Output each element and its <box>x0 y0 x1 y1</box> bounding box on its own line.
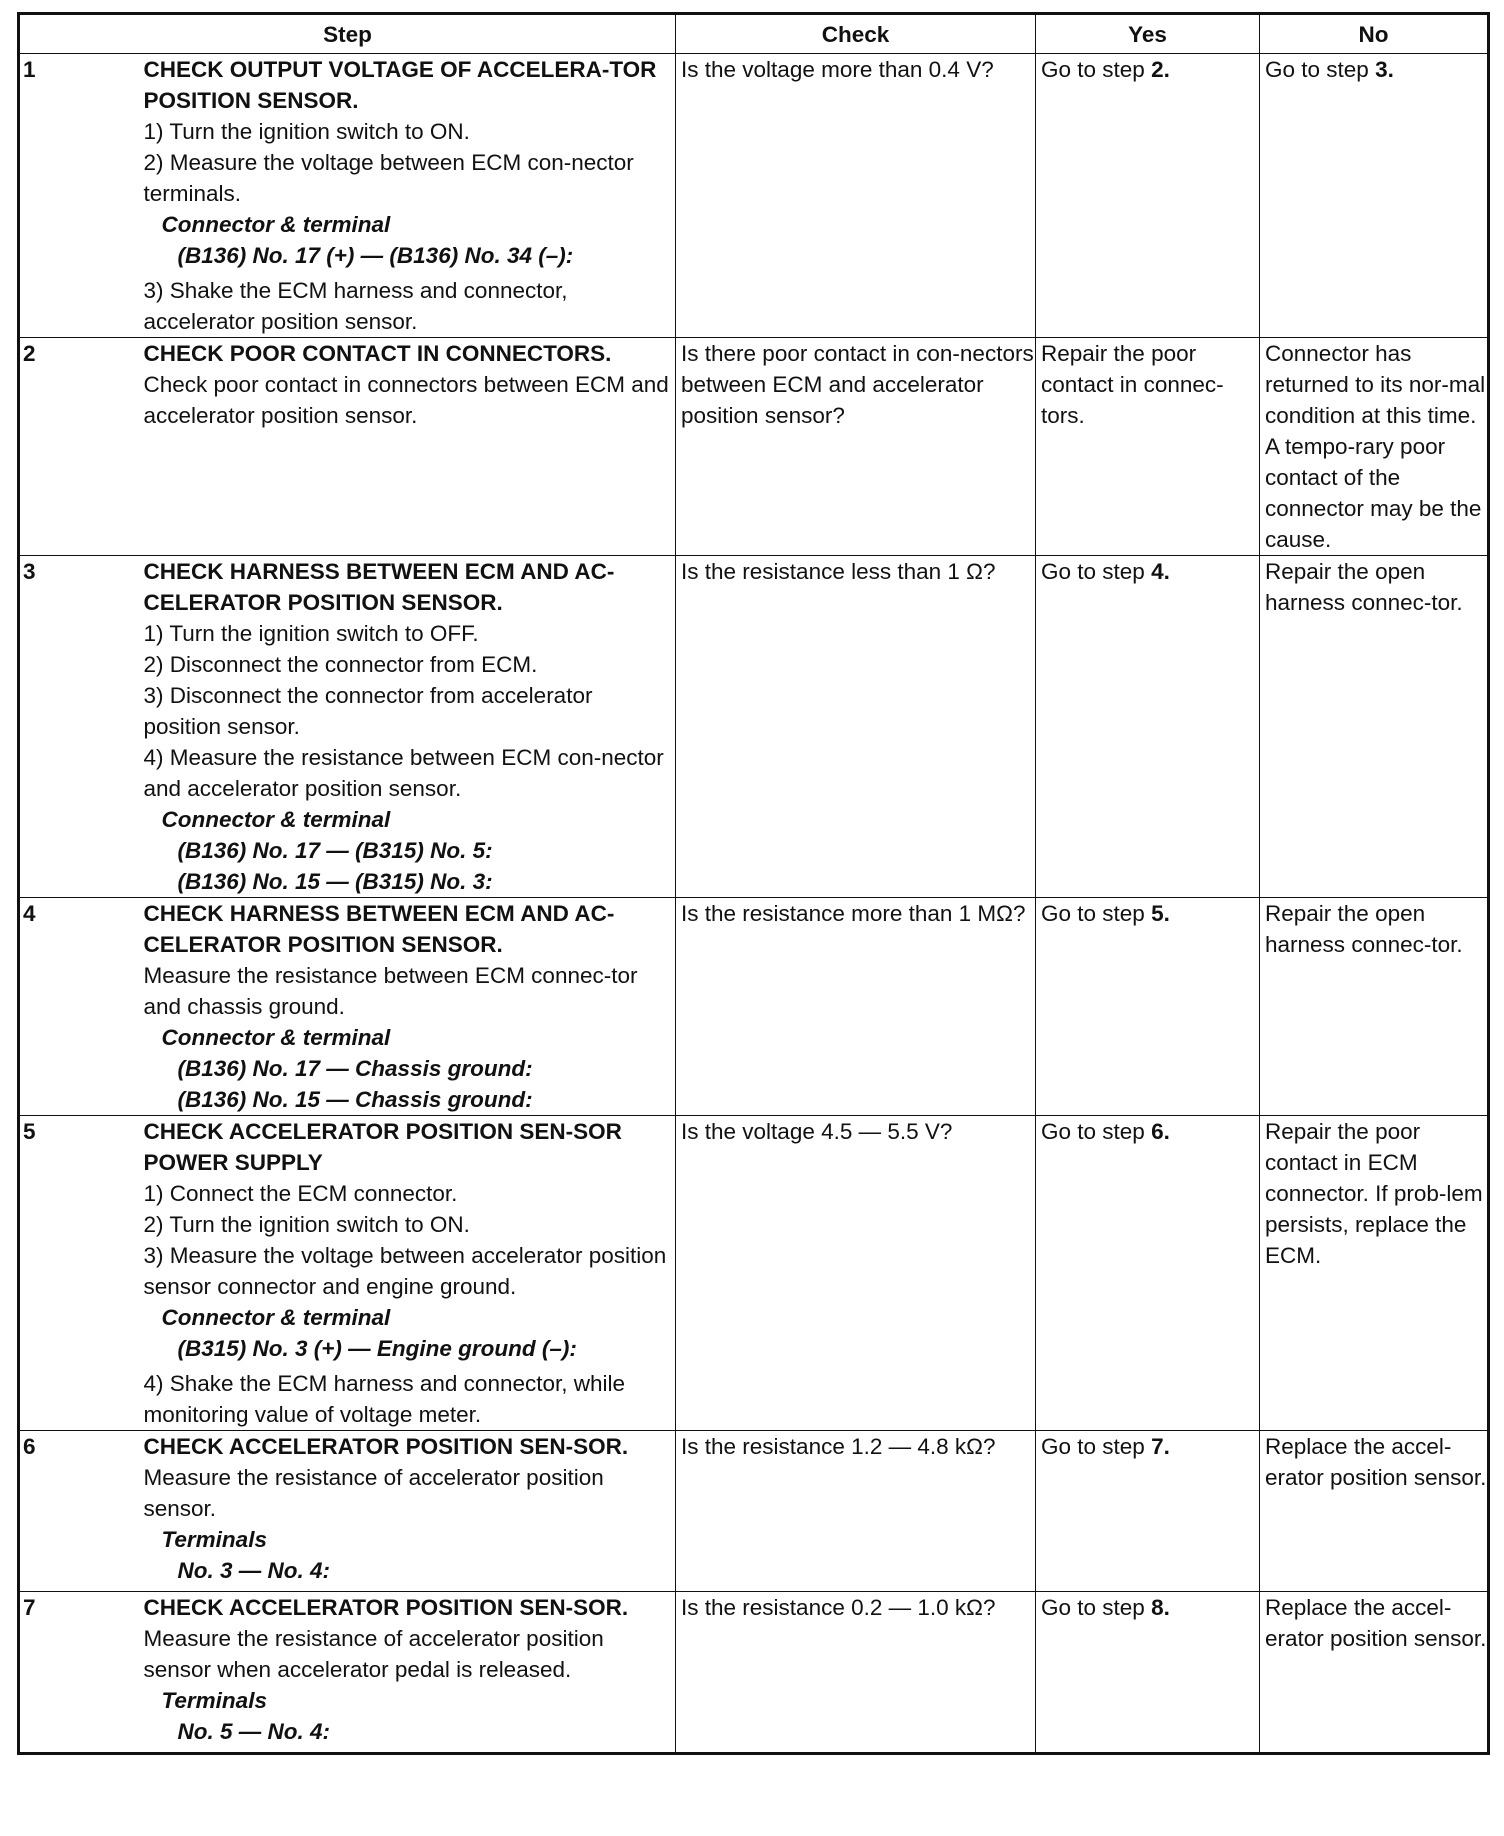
step-number: 7 <box>19 1592 141 1754</box>
table-row <box>19 1431 1489 1592</box>
step-instruction: 3) Shake the ECM harness and connector, accelerator position sensor. <box>143 278 568 334</box>
yes-action-text: Repair the poor contact in connec-tors. <box>1041 341 1224 428</box>
table-row <box>19 1116 1489 1431</box>
yes-target-step: 5. <box>1151 901 1170 926</box>
no-action <box>1260 1116 1489 1431</box>
no-action <box>1260 1431 1489 1592</box>
step-title: CHECK OUTPUT VOLTAGE OF ACCELERA-TOR POSITION SENSOR. <box>143 57 657 113</box>
step-number: 6 <box>19 1431 141 1592</box>
terminal-label: Connector & terminal <box>161 807 391 832</box>
step-instruction: Measure the resistance between ECM connec-tor and chassis ground. <box>143 963 638 1019</box>
step-instruction: 4) Shake the ECM harness and connector, while monitoring value of voltage meter. <box>143 1371 626 1427</box>
step-title: CHECK HARNESS BETWEEN ECM AND AC-CELERATOR POSITION SENSOR. <box>143 559 615 615</box>
no-action-text: Repair the open harness connec-tor. <box>1265 559 1463 615</box>
table-header-row <box>19 14 1489 54</box>
step-number: 1 <box>19 54 141 338</box>
yes-action-text: Go to step <box>1041 57 1152 82</box>
table-row <box>19 54 1489 338</box>
no-action-text: Connector has returned to its nor-mal condition at this time. A tempo-rary poor contact of the connector may be the cause. <box>1265 341 1486 552</box>
step-number: 5 <box>19 1116 141 1431</box>
step-number: 2 <box>19 338 141 556</box>
no-action-text: Repair the open harness connec-tor. <box>1265 901 1463 957</box>
step-description <box>141 1592 676 1754</box>
check-question: Is the resistance less than 1 Ω? <box>676 556 1036 898</box>
step-instruction: 1) Turn the ignition switch to ON. <box>143 119 470 144</box>
table-body <box>19 54 1489 1754</box>
header-no: No <box>1260 14 1489 54</box>
terminal-spec: (B136) No. 15 — (B315) No. 3: <box>177 869 493 894</box>
terminal-label: Terminals <box>161 1688 267 1713</box>
step-description <box>141 1431 676 1592</box>
yes-action-text: Go to step <box>1041 1434 1152 1459</box>
no-action-text: Repair the poor contact in ECM connector. If prob-lem persists, replace the ECM. <box>1265 1119 1483 1268</box>
step-title: CHECK ACCELERATOR POSITION SEN-SOR. <box>143 1434 629 1459</box>
header-check: Check <box>676 14 1036 54</box>
diagnostic-procedure-sheet <box>17 12 1487 1755</box>
check-question: Is the resistance 1.2 — 4.8 kΩ? <box>676 1431 1036 1592</box>
step-instruction: Check poor contact in connectors between ECM and accelerator position sensor. <box>143 372 669 428</box>
terminal-spec: (B136) No. 17 — Chassis ground: <box>177 1056 533 1081</box>
check-question: Is the voltage 4.5 — 5.5 V? <box>676 1116 1036 1431</box>
step-title: CHECK ACCELERATOR POSITION SEN-SOR POWER SUPPLY <box>143 1119 622 1175</box>
yes-target-step: 2. <box>1151 57 1170 82</box>
check-question: Is the resistance more than 1 MΩ? <box>676 898 1036 1116</box>
step-description <box>141 898 676 1116</box>
terminal-label: Connector & terminal <box>161 1305 391 1330</box>
no-action-text: Replace the accel-erator position sensor. <box>1265 1434 1487 1490</box>
no-action <box>1260 898 1489 1116</box>
diagnostic-table <box>17 12 1490 1755</box>
step-number: 3 <box>19 556 141 898</box>
yes-action <box>1036 556 1260 898</box>
header-step: Step <box>19 14 676 54</box>
step-title: CHECK ACCELERATOR POSITION SEN-SOR. <box>143 1595 629 1620</box>
yes-target-step: 6. <box>1151 1119 1170 1144</box>
terminal-label: Terminals <box>161 1527 267 1552</box>
terminal-label: Connector & terminal <box>161 212 391 237</box>
yes-action <box>1036 338 1260 556</box>
yes-action-text: Go to step <box>1041 1595 1152 1620</box>
step-instruction: Measure the resistance of accelerator position sensor when accelerator pedal is released. <box>143 1626 604 1682</box>
terminal-spec: (B315) No. 3 (+) — Engine ground (–): <box>177 1336 577 1361</box>
terminal-spec: (B136) No. 17 — (B315) No. 5: <box>177 838 493 863</box>
no-target-step: 3. <box>1375 57 1394 82</box>
step-number: 4 <box>19 898 141 1116</box>
step-description <box>141 556 676 898</box>
yes-action <box>1036 1116 1260 1431</box>
no-action <box>1260 54 1489 338</box>
yes-action-text: Go to step <box>1041 1119 1152 1144</box>
no-action <box>1260 556 1489 898</box>
check-question: Is the resistance 0.2 — 1.0 kΩ? <box>676 1592 1036 1754</box>
step-description <box>141 54 676 338</box>
step-instruction: 1) Turn the ignition switch to OFF. <box>143 621 479 646</box>
header-yes: Yes <box>1036 14 1260 54</box>
step-instruction: 3) Measure the voltage between accelerator position sensor connector and engine ground. <box>143 1243 667 1299</box>
no-action <box>1260 338 1489 556</box>
yes-action-text: Go to step <box>1041 559 1152 584</box>
check-question: Is there poor contact in con-nectors between ECM and accelerator position sensor? <box>676 338 1036 556</box>
terminal-spec: No. 3 — No. 4: <box>177 1558 331 1583</box>
step-instruction: 4) Measure the resistance between ECM con-nector and accelerator position sensor. <box>143 745 664 801</box>
yes-action <box>1036 1592 1260 1754</box>
yes-action-text: Go to step <box>1041 901 1152 926</box>
no-action-text: Replace the accel-erator position sensor. <box>1265 1595 1487 1651</box>
no-action <box>1260 1592 1489 1754</box>
step-instruction: 2) Turn the ignition switch to ON. <box>143 1212 470 1237</box>
step-instruction: Measure the resistance of accelerator position sensor. <box>143 1465 604 1521</box>
terminal-spec: (B136) No. 15 — Chassis ground: <box>177 1087 533 1112</box>
no-action-text: Go to step <box>1265 57 1376 82</box>
yes-action <box>1036 898 1260 1116</box>
step-instruction: 3) Disconnect the connector from accelerator position sensor. <box>143 683 593 739</box>
terminal-spec: (B136) No. 17 (+) — (B136) No. 34 (–): <box>177 243 574 268</box>
step-description <box>141 338 676 556</box>
step-instruction: 2) Disconnect the connector from ECM. <box>143 652 538 677</box>
yes-target-step: 4. <box>1151 559 1170 584</box>
table-row <box>19 1592 1489 1754</box>
terminal-label: Connector & terminal <box>161 1025 391 1050</box>
table-row <box>19 338 1489 556</box>
table-row <box>19 898 1489 1116</box>
yes-action <box>1036 54 1260 338</box>
step-title: CHECK HARNESS BETWEEN ECM AND AC-CELERATOR POSITION SENSOR. <box>143 901 615 957</box>
terminal-spec: No. 5 — No. 4: <box>177 1719 331 1744</box>
step-instruction: 2) Measure the voltage between ECM con-nector terminals. <box>143 150 634 206</box>
yes-target-step: 7. <box>1151 1434 1170 1459</box>
step-title: CHECK POOR CONTACT IN CONNECTORS. <box>143 341 612 366</box>
step-instruction: 1) Connect the ECM connector. <box>143 1181 458 1206</box>
step-description <box>141 1116 676 1431</box>
table-row <box>19 556 1489 898</box>
check-question: Is the voltage more than 0.4 V? <box>676 54 1036 338</box>
yes-target-step: 8. <box>1151 1595 1170 1620</box>
yes-action <box>1036 1431 1260 1592</box>
